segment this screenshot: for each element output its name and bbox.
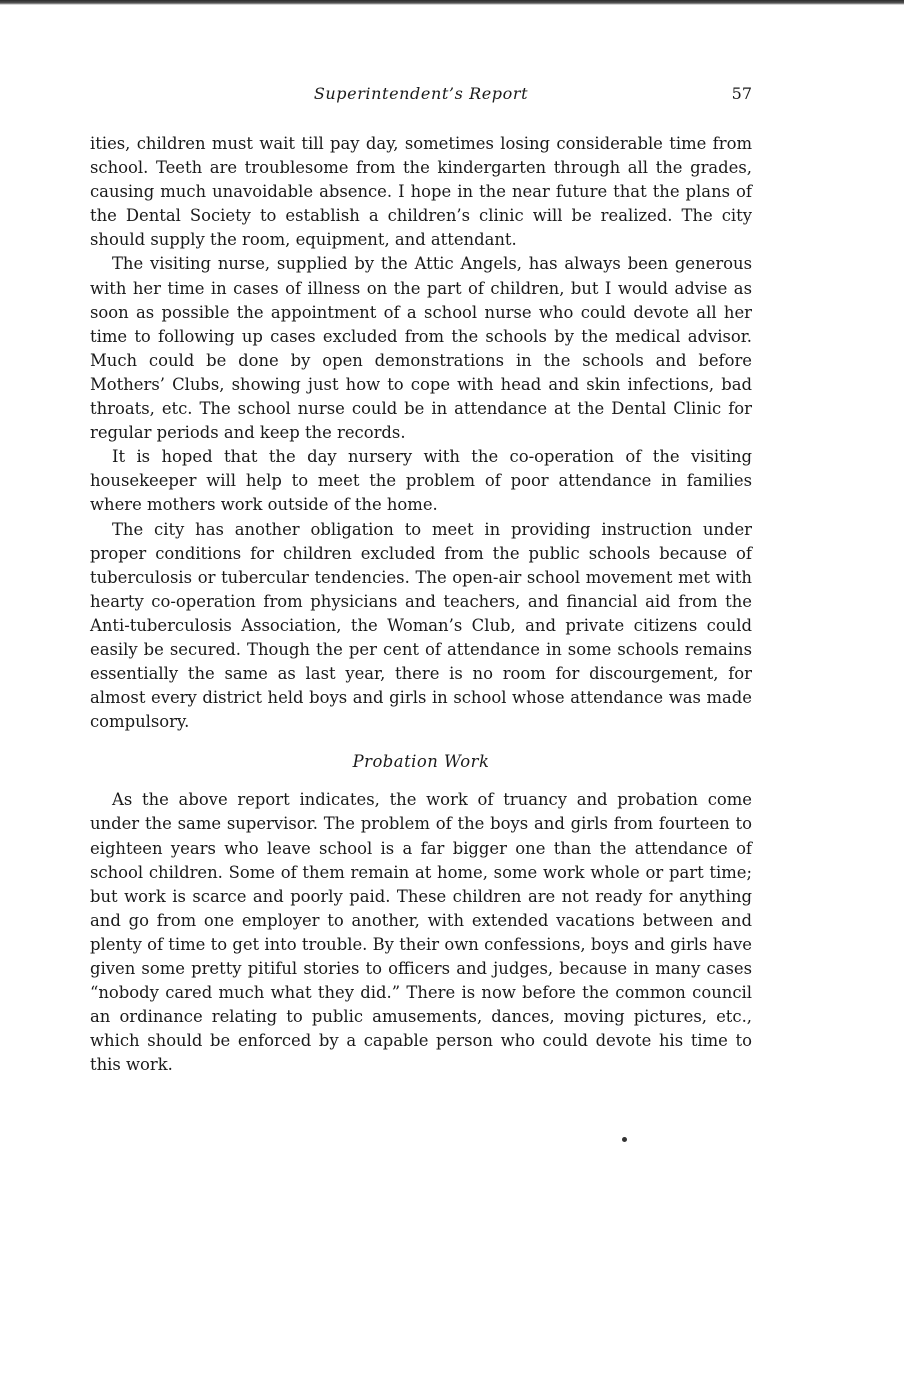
paragraph-day-nursery: It is hoped that the day nursery with the co-operation of the visiting housekeeper will help to meet the problem of poor attendance in families where mothers work outside of the home. <box>90 447 752 515</box>
document-page <box>90 84 752 1077</box>
page-number: 57 <box>731 84 752 103</box>
body-text <box>90 132 752 1077</box>
running-title: Superintendent’s Report <box>313 84 529 103</box>
paragraph-probation: As the above report indicates, the work of truancy and probation come under the same supervisor. The problem of the boys and girls from fourteen to eighteen years who leave school is a far bigger one than the attendance of school children. Some of them remain at home, some work whole or part time; but work is scarce and poorly paid. These children are not ready for anything and go from one employer to another, with extended vacations between and plenty of time to get into trouble. By their own confessions, boys and girls have given some pretty pitiful stories to officers and judges, because in many cases “nobody cared much what they did.” There is now before the common council an ordinance relating to public amusements, dances, moving pictures, etc., which should be enforced by a capable person who could devote his time to this work. <box>90 790 752 1075</box>
ink-speck <box>622 1137 627 1142</box>
paragraph-continued: ities, children must wait till pay day, sometimes losing considerable time from school. Teeth are troublesome from the kindergarten through all the grades, causing much unavoidable absence. I hope in the near future that the plans of the Dental Society to establish a children’s clinic will be realized. The city should supply the room, equipment, and attendant. <box>90 134 752 250</box>
section-heading-probation-work: Probation Work <box>352 752 490 772</box>
scan-top-edge <box>0 0 904 5</box>
paragraph-tuberculosis: The city has another obligation to meet in providing instruction under proper conditions for children excluded from the public schools because of tuberculosis or tubercular tendencies. The open-air school movement met with hearty co-operation from physicians and teachers, and financial aid from the Anti-tuberculosis Association, the Woman’s Club, and private citizens could easily be secured. Though the per cent of attendance in some schools remains essentially the same as last year, there is no room for discourgement, for almost every district held boys and girls in school whose attendance was made compulsory. <box>90 519 752 732</box>
paragraph-visiting-nurse: The visiting nurse, supplied by the Attic Angels, has always been generous with her time in cases of illness on the part of children, but I would advise as soon as possible the appointment of a school nurse who could devote all her time to following up cases excluded from the schools by the medical advisor. Much could be done by open demonstrations in the schools and before Mothers’ Clubs, showing just how to cope with head and skin infections, bad throats, etc. The school nurse could be in attendance at the Dental Clinic for regular periods and keep the records. <box>90 254 752 443</box>
running-header <box>90 84 752 108</box>
